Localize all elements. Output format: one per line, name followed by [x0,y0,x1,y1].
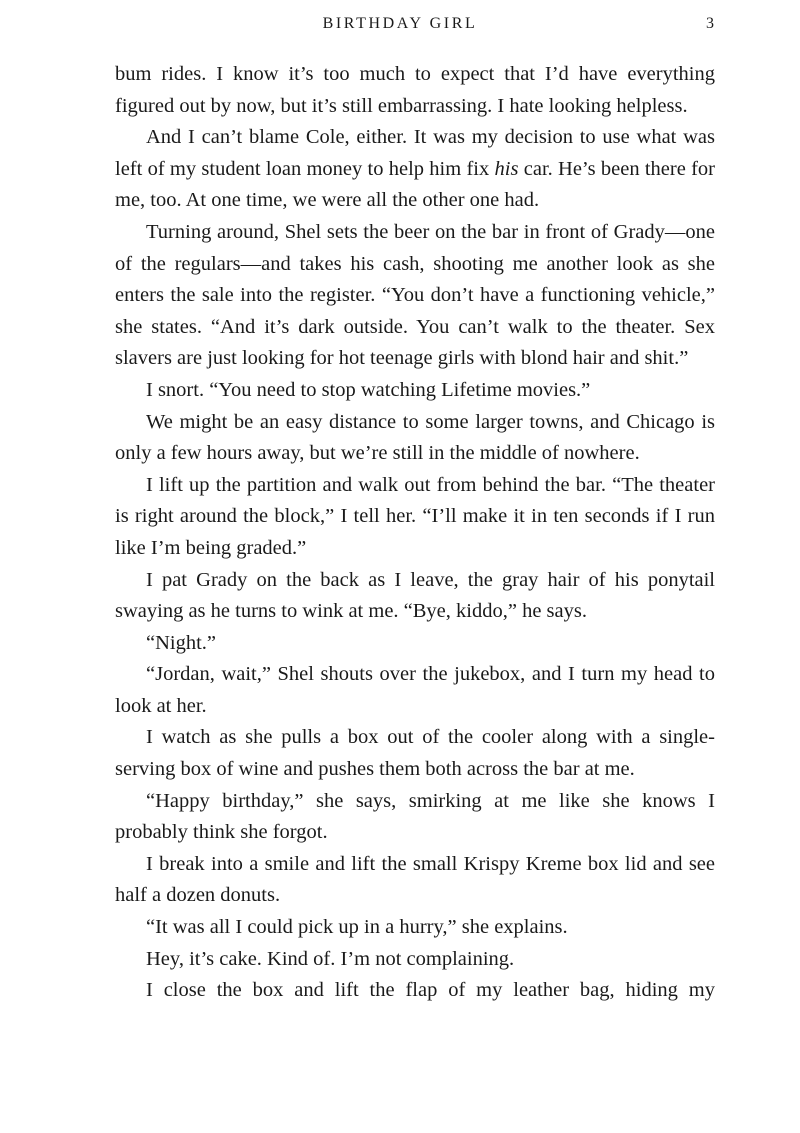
paragraph: Turning around, Shel sets the beer on the bar in front of Grady—one of the regulars—and takes his cash, shooting me another look as she enters the sale into the register. “You don’t have a functioning vehicle,” she states. “And it’s dark outside. You can’t walk to the theater. Sex slavers are just looking for hot teenage girls with blond hair and shit.” [115,220,715,370]
paragraph: I lift up the partition and walk out from behind the bar. “The theater is right around the block,” I tell her. “I’ll make it in ten seconds if I run like I’m being graded.” [115,473,715,559]
paragraph: I break into a smile and lift the small Krispy Kreme box lid and see half a dozen donuts. [115,852,715,907]
paragraph: I pat Grady on the back as I leave, the gray hair of his ponytail swaying as he turns to wink at me. “Bye, kiddo,” he says. [115,568,715,623]
paragraph: “Happy birthday,” she says, smirking at me like she knows I probably think she forgot. [115,789,715,844]
paragraph: I snort. “You need to stop watching Lifetime movies.” [146,378,591,401]
paragraph-truncated: I close the box and lift the flap of my leather bag, hiding my [146,979,715,1002]
running-header [0,12,800,36]
page-number: 3 [706,15,714,32]
paragraph-continued: bum rides. I know it’s too much to expect that I’d have everything figured out by now, but it’s still embarrassing. I hate looking helpless. [115,63,715,117]
running-head-title: BIRTHDAY GIRL [322,15,478,32]
paragraph-text-before-emphasis: And I can’t blame Cole, either. It was my decision to use what was left of my student loan money to help him fix [115,126,715,180]
paragraph: Hey, it’s cake. Kind of. I’m not complaining. [146,947,515,970]
paragraph [115,122,715,217]
paragraph: “It was all I could pick up in a hurry,” she explains. [146,916,568,939]
emphasized-word: his [494,157,519,180]
paragraph: “Jordan, wait,” Shel shouts over the jukebox, and I turn my head to look at her. [115,663,715,717]
paragraph: We might be an easy distance to some larger towns, and Chicago is only a few hours away, but we’re still in the middle of nowhere. [115,410,715,465]
paragraph: I watch as she pulls a box out of the cooler along with a single-serving box of wine and pushes them both across the bar at me. [115,726,715,781]
paragraph-text-after-emphasis: car. He’s been there for me, too. At one time, we were all the other one had. [115,157,715,212]
paragraph: “Night.” [146,631,217,654]
body-text [115,59,715,1007]
